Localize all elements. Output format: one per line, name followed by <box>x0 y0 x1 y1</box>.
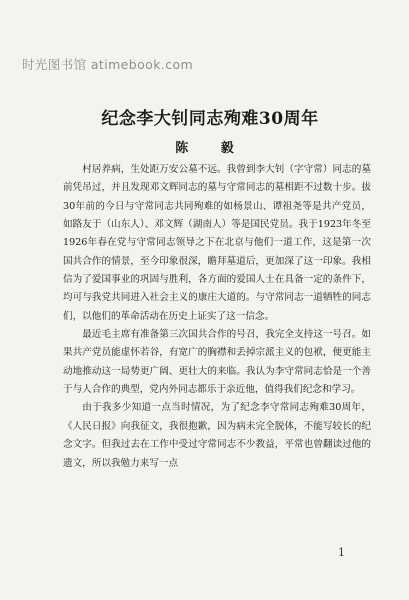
article-author: 陈 毅 <box>175 141 248 156</box>
paragraph: 最近毛主席有准备第三次国共合作的号召，我完全支持这一号召。如果共产党员能虚怀若谷，有宽广的胸襟和丢掉宗派主义的包袱，便更能主动地推动这一局势更广阔、更壮大的来临。我认为李守常同志恰是一个善于与人合作的典型，党内外同志都乐于亲近他，值得我们纪念和学习。 <box>63 329 371 396</box>
article-body <box>63 161 371 473</box>
paragraph: 村居养病，生处距万安公墓不远。我曾到李大钊（字守常）同志的墓前凭吊过，并且发现邓文辉同志的墓与守常同志的墓相距不过数十步。拔30年前的今日与守常同志共同殉难的如杨景山、谭祖尧等是共产党员，如路友于（山东人）、邓文辉（湖南人）等是国民党员。我于1923年冬至1926年春在党与守常同志领导之下在北京与他们一道工作，这是第一次国共合作的情景，至今印象很深，瞻拜墓道后，更加深了这一印象。我相信为了爱国事业的巩固与胜利，各方面的爱国人士在具备一定的条件下，均可与我党共同进入社会主义的康庄大道的。与守常同志一道牺牲的同志们，以他们的革命活动在历史上证实了这一信念。 <box>63 164 371 322</box>
paragraph: 由于我多少知道一点当时情况，为了纪念李守常同志殉难30周年，《人民日报》向我征文，我很抱歉，因为病未完全脱体，不能写较长的纪念文字。但我过去在工作中受过守常同志不少教益，平常也曾翻读过他的遗文，所以我勉力来写一点 <box>63 402 371 469</box>
article-title: 纪念李大钊同志殉难30周年 <box>101 109 319 129</box>
site-watermark: 时光图书馆 atimebook.com <box>22 57 194 72</box>
page-number: 1 <box>338 546 345 559</box>
